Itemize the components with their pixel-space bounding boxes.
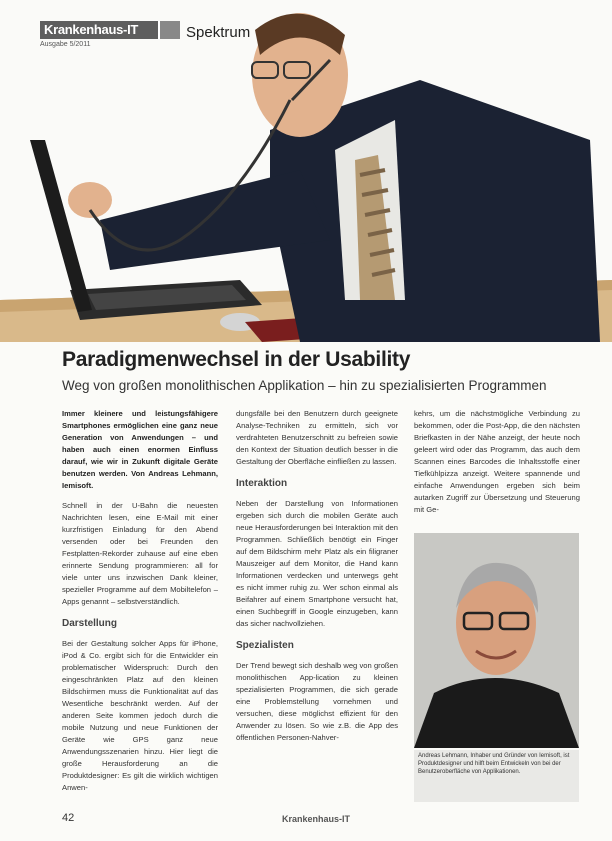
hero-photo xyxy=(0,0,612,342)
column-3 xyxy=(414,408,580,524)
body-paragraph: kehrs, um die nächstmögliche Verbindung zu bekommen, oder die Post-App, die den nächsten Briefkasten in der Nähe anzeigt, der heute noch geleert wird oder das Programm, das auch dem Scannen eines Barcodes die Inhaltsstoffe einer Tiefkühlpizza anzeigt. Weitere spannende und einfache Anwendungen ergeben sich beim autarken Zugriff zur Übersetzung und Steuerung mit Ge- xyxy=(414,409,580,514)
masthead-logo: Krankenhaus-IT xyxy=(44,22,139,37)
heading-darstellung: Darstellung xyxy=(62,618,118,629)
heading-interaktion: Interaktion xyxy=(236,478,288,489)
article-headline: Paradigmenwechsel in der Usability xyxy=(62,348,411,371)
issue-label: Ausgabe 5/2011 xyxy=(40,41,91,48)
body-paragraph: Bei der Gestaltung solcher Apps für iPhone, iPod & Co. ergibt sich für die Entwickler ein problematischer Widerspruch: Durch den eingeschränkten Platz auf den kleinen Bildschirmen muss die Funktionalität auf das Wesentliche beschränkt werden. Auf der anderen Seite kommen jedoch durch die mobile Nutzung und neue Funktionen der Geräte wie GPS ganz neue Anwendungsszenarien hinzu. Hier liegt die große Herausforderung an die Produktdesigner: Es gilt die wirklich wichtigen Anwen- xyxy=(62,639,218,792)
body-paragraph: Der Trend bewegt sich deshalb weg von großen monolithischen App-lication zu kleinen spezialisierten Programmen, die sich gerade eine Problemstellung vornehmen und versuchen, diese möglichst effizient für den Anwender zu lösen. So wie z.B. die App des öffentlichen Personen-Nahver- xyxy=(236,661,398,742)
portrait-caption: Andreas Lehmann, Inhaber und Gründer von Iemisoft, ist Produktdesigner und hilft beim Entwickeln von bei der Benutzeroberfläche von Applikationen. xyxy=(414,750,579,802)
masthead-emblem xyxy=(158,21,180,39)
article-lead xyxy=(62,408,218,492)
footer-logo: Krankenhaus-IT xyxy=(282,814,351,824)
page-number: 42 xyxy=(62,812,75,824)
body-paragraph: dungsfälle bei den Benutzern durch geeignete Analyse-Techniken zu ermitteln, sich vor verdrahteten Benutzerschnitt zu befreien sowie den Kontext der Situation deutlich besser in die Gestaltung der Oberfläche einfließen zu lassen. xyxy=(236,409,398,466)
byline: Von Andreas Lehmann, Iemisoft. xyxy=(62,469,218,490)
lead-text: Immer kleinere und leistungsfähigere Smartphones ermöglichen eine ganz neue Generation von Anwendungen – und haben auch einen enormen Einfluss darauf, wie wir in Zukunft digitale Geräte benutzen werden. xyxy=(62,409,218,478)
body-paragraph: Neben der Darstellung von Informationen ergeben sich durch die mobilen Geräte auch neue Herausforderungen bei Interaktion mit den Programmen. Schließlich benötigt ein Finger auf dem Bildschirm mehr Platz als ein filigraner Mauszeiger auf dem Monitor, die Hand kann Informationen verdecken und unterwegs geht es nicht immer ruhig zu. Wer schon einmal als Beifahrer auf einem Smartphone versucht hat, einen Suchbegriff in Google einzugeben, kann das sicher nachvollziehen. xyxy=(236,499,398,628)
heading-spezialisten: Spezialisten xyxy=(236,640,294,651)
section-title: Spektrum xyxy=(186,24,251,41)
body-paragraph: Schnell in der U-Bahn die neuesten Nachrichten lesen, eine E-Mail mit einer kurzfristigen Einladung für den Abend versenden oder bei Freunden den Festplatten-Rekorder zuhause auf eine eben erinnerte Sendung programmieren: all for viele unter uns inzwischen Dank kleiner, spezieller Programme auf dem Mobiltelefon – Apps genannt – selbstverständlich. xyxy=(62,501,218,606)
author-portrait xyxy=(414,533,579,748)
column-2 xyxy=(236,408,398,752)
article-subheadline: Weg von großen monolithischen Applikation – hin zu spezialisierten Programmen xyxy=(62,378,547,393)
column-1 xyxy=(62,408,218,802)
